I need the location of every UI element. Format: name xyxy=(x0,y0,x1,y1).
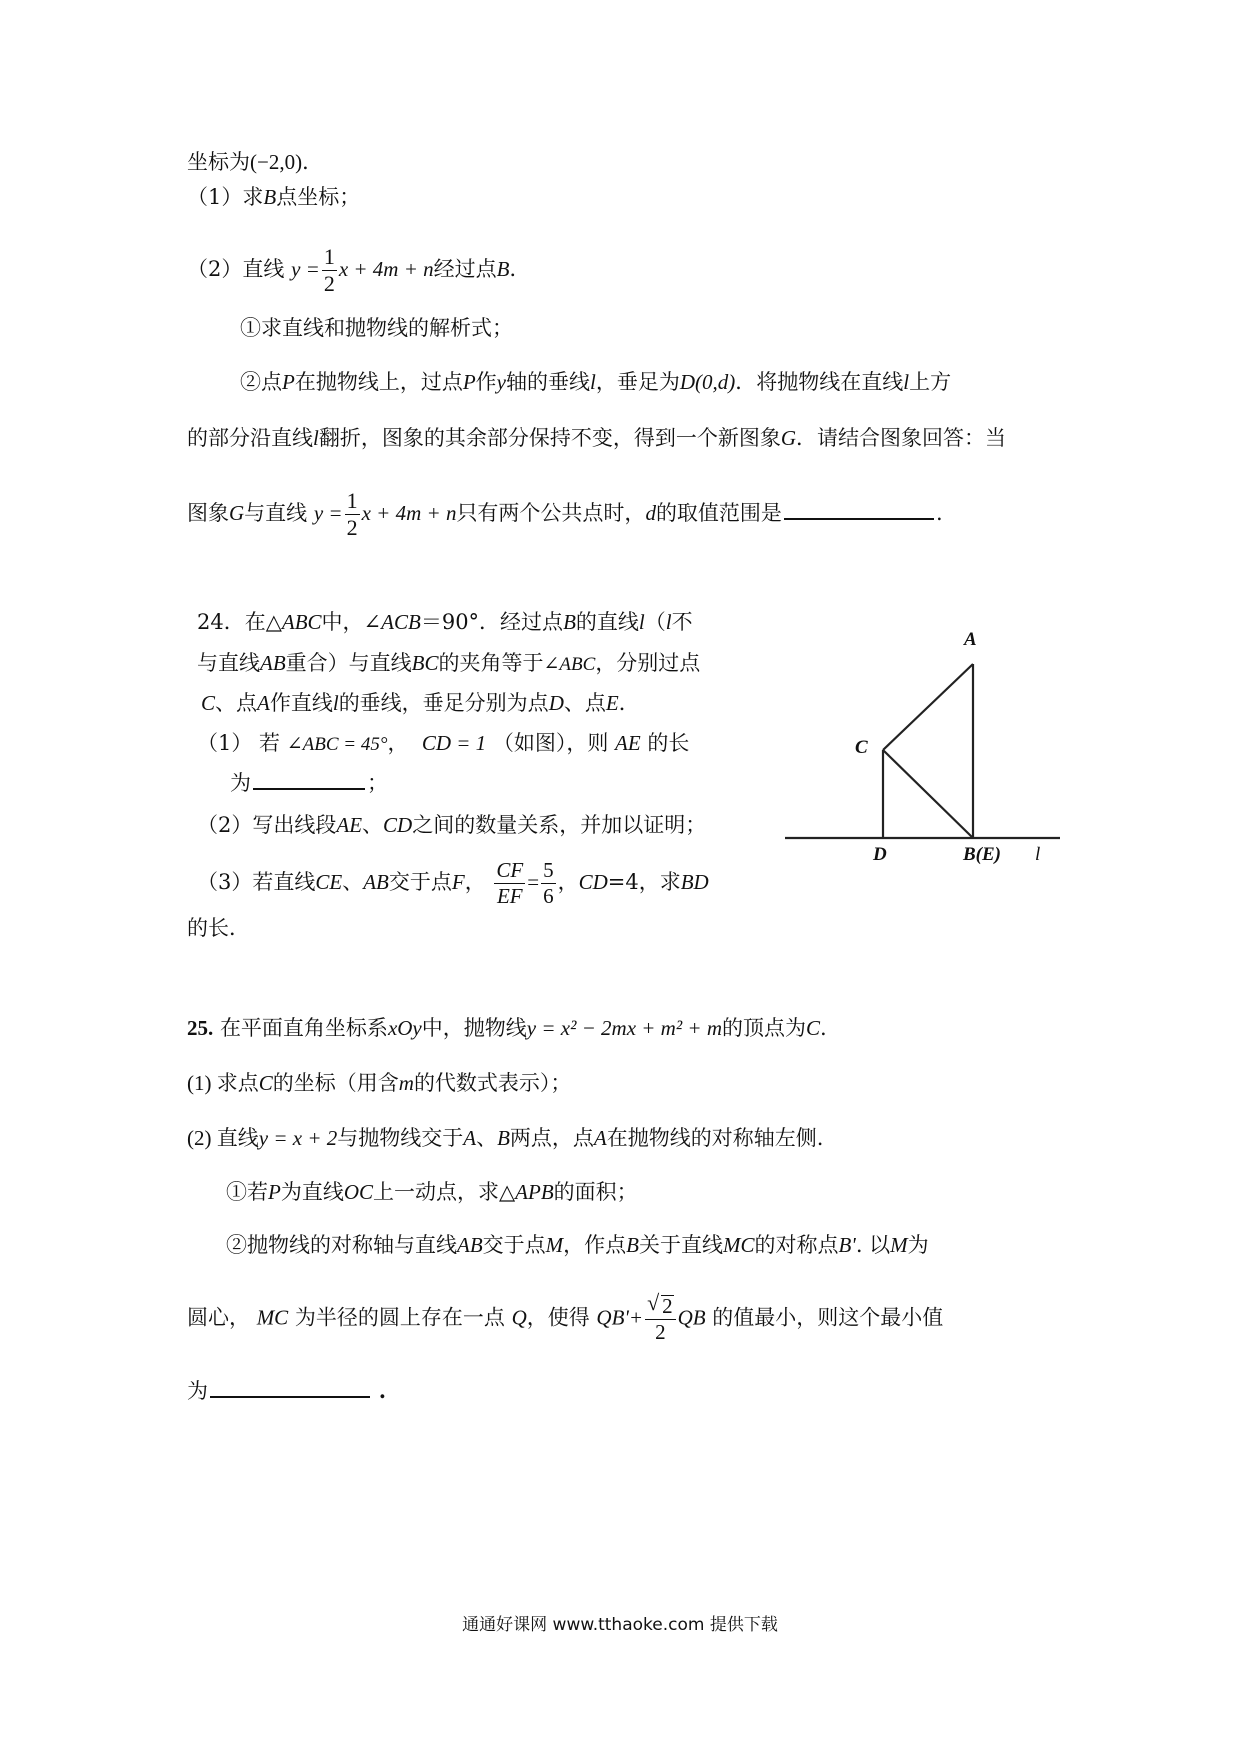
eq-lhs: y = xyxy=(291,257,320,281)
text: （2）直线 xyxy=(187,257,285,281)
var: B xyxy=(263,185,277,209)
label-c: C xyxy=(855,737,868,758)
q23-part2: （2）直线 y = $\frac{1}{2}$ x + 4m + n经过点B． xyxy=(187,244,531,296)
q24-line2: 与直线AB重合）与直线BC的夹角等于∠ABC，分别过点 xyxy=(197,651,701,675)
fraction: $\frac{5}{6}$ xyxy=(543,858,554,908)
q25-line7: 为 . xyxy=(187,1378,386,1403)
q24-line8: 的长． xyxy=(187,916,250,940)
label-l: l xyxy=(1035,844,1041,865)
answer-blank[interactable] xyxy=(210,1395,370,1398)
segment-ca xyxy=(883,664,973,750)
q25-line4: ①若P为直线OC上一动点，求△APB的面积； xyxy=(226,1180,638,1204)
q24-line4: （1） 若 ∠ABC = 45°， CD = 1 （如图），则 AE 的长 xyxy=(197,731,690,755)
label-a: A xyxy=(964,629,977,650)
q23-sub1 xyxy=(240,318,513,339)
coordinate: (−2,0) xyxy=(250,150,303,174)
answer-blank[interactable] xyxy=(784,517,934,520)
q24-line5: 为 ； xyxy=(230,771,388,795)
q25-line2: (1) 求点C的坐标（用含m的代数式表示）； xyxy=(187,1071,572,1095)
q25-line5: ②抛物线的对称轴与直线AB交于点M，作点B关于直线MC的对称点B'. 以M为 xyxy=(226,1233,929,1257)
q24-line7: （3）若直线CE、AB交于点F， $\frac{CF}{EF}$ = $\frac{5}{6}$ ，CD=4，求BD xyxy=(197,858,709,908)
text: ①求直线和抛物线的解析式； xyxy=(240,316,513,340)
text: 坐标为 xyxy=(187,150,250,174)
segment-cb xyxy=(883,750,973,838)
var: B xyxy=(496,257,510,281)
q23-sub2-line2: 的部分沿直线l翻折，图象的其余部分保持不变，得到一个新图象G．请结合图象回答：当 xyxy=(187,426,1007,450)
footer: 通通好课网 www.tthaoke.com 提供下载 xyxy=(462,1615,778,1635)
text: 经过点 xyxy=(433,257,497,281)
q24-line3: C、点A作直线l的垂线，垂足分别为点D、点E． xyxy=(201,691,640,715)
text: （1）求 xyxy=(187,185,264,209)
fraction: $\frac{CF}{EF}$ xyxy=(496,858,524,908)
text: 点坐标； xyxy=(276,185,361,209)
q23-sub2-line1: ②点P在抛物线上，过点P作y轴的垂线l，垂足为D(0,d)．将抛物线在直线l上方 xyxy=(240,370,952,394)
q24-figure xyxy=(780,630,1070,880)
label-be: B(E) xyxy=(963,844,1001,865)
sqrt-fraction: √ 2 2 xyxy=(645,1295,676,1343)
q23-sub2-line3: 图象G与直线 y = $\frac{1}{2}$ x + 4m + n只有两个公共点时，d的取值范围是 . xyxy=(187,488,943,540)
label-d: D xyxy=(873,844,887,865)
q23-continuation: 坐标为(−2,0)． xyxy=(187,150,324,174)
eq-rhs: x + 4m + n xyxy=(338,257,434,281)
q25-line3: (2) 直线y = x + 2与抛物线交于A、B两点，点A在抛物线的对称轴左侧. xyxy=(187,1126,824,1150)
fraction: $\frac{1}{2}$ xyxy=(323,244,335,296)
q25-line1: 25. 在平面直角坐标系xOy中，抛物线y = x² − 2mx + m² + m的顶点为C. xyxy=(187,1016,827,1040)
q24-line6: （2）写出线段AE、CD之间的数量关系，并加以证明； xyxy=(197,813,707,837)
answer-blank[interactable] xyxy=(253,787,365,790)
q24-line1: 24．在△ABC中，∠ACB＝90°．经过点B的直线l（l不 xyxy=(197,610,693,634)
q23-part1 xyxy=(187,187,360,208)
q25-line6: 圆心， MC 为半径的圆上存在一点 Q，使得 QB'+ √ 2 2 QB 的值最小，则这个最小值 xyxy=(187,1290,944,1344)
